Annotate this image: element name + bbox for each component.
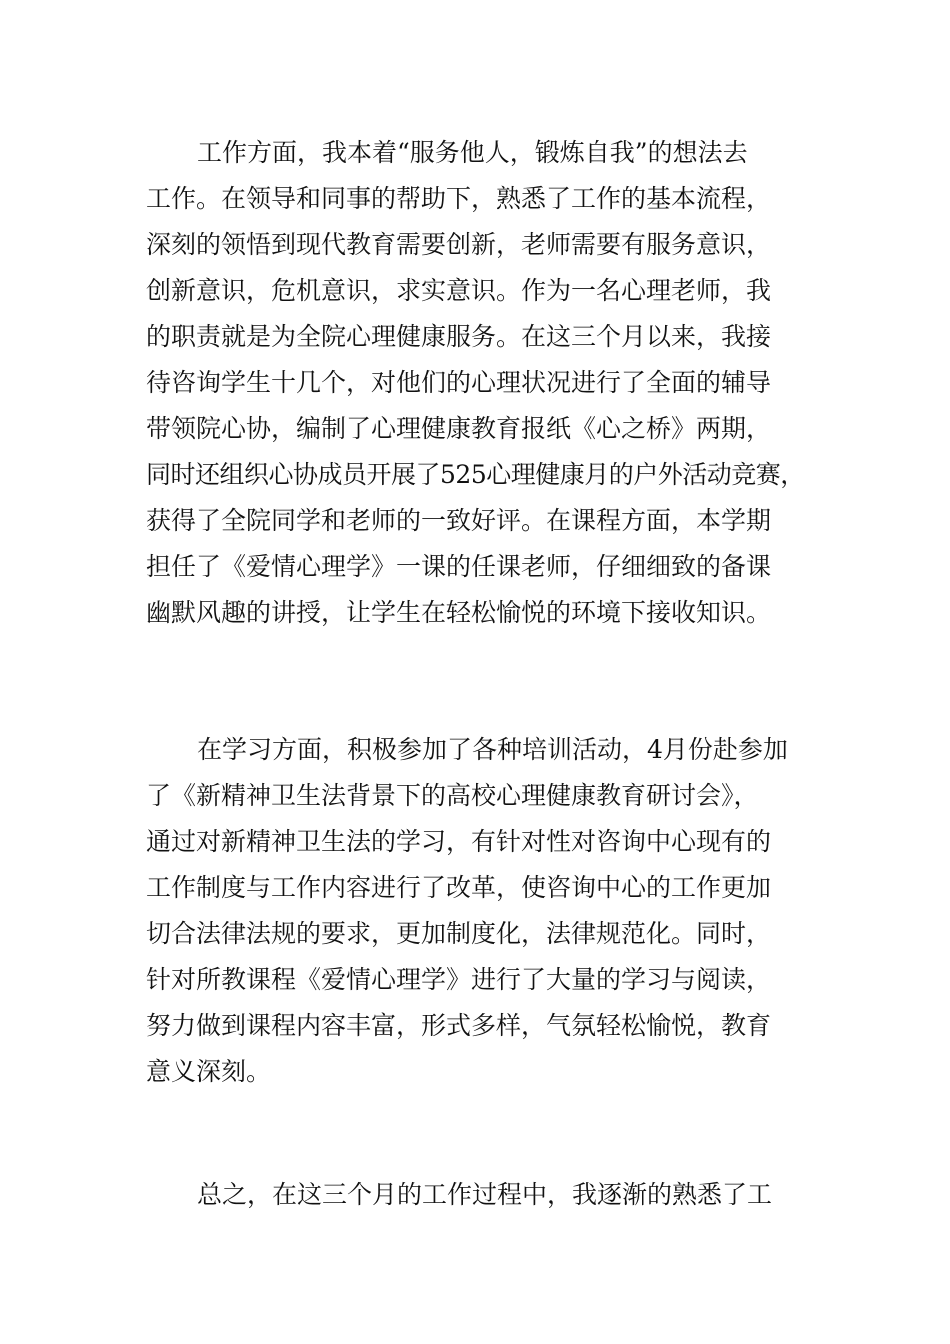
paragraph-line: 创新意识，危机意识，求实意识。作为一名心理老师，我 [146, 276, 772, 305]
paragraph-line: 的职责就是为全院心理健康服务。在这三个月以来，我接 [146, 322, 772, 351]
paragraph-line: 深刻的领悟到现代教育需要创新，老师需要有服务意识， [146, 230, 772, 259]
paragraph-line: 工作。在领导和同事的帮助下，熟悉了工作的基本流程， [146, 184, 772, 213]
paragraph-line: 在学习方面，积极参加了各种培训活动，4月份赴参加 [197, 735, 788, 764]
paragraph-line: 担任了《爱情心理学》一课的任课老师，仔细细致的备课 [146, 552, 772, 581]
paragraph-line: 总之，在这三个月的工作过程中，我逐渐的熟悉了工 [197, 1180, 773, 1209]
paragraph-line: 获得了全院同学和老师的一致好评。在课程方面，本学期 [146, 506, 772, 535]
paragraph-line: 切合法律法规的要求，更加制度化，法律规范化。同时， [146, 919, 772, 948]
paragraph-line: 同时还组织心协成员开展了525心理健康月的户外活动竞赛， [146, 460, 805, 489]
paragraph-line: 幽默风趣的讲授，让学生在轻松愉悦的环境下接收知识。 [146, 598, 772, 627]
paragraph-line: 通过对新精神卫生法的学习，有针对性对咨询中心现有的 [146, 827, 772, 856]
paragraph-line: 带领院心协，编制了心理健康教育报纸《心之桥》两期， [146, 414, 772, 443]
paragraph-line: 待咨询学生十几个，对他们的心理状况进行了全面的辅导 [146, 368, 772, 397]
paragraph-line: 了《新精神卫生法背景下的高校心理健康教育研讨会》， [146, 781, 759, 810]
paragraph-line: 工作制度与工作内容进行了改革，使咨询中心的工作更加 [146, 873, 772, 902]
paragraph-line: 努力做到课程内容丰富，形式多样，气氛轻松愉悦，教育 [146, 1011, 772, 1040]
paragraph-line: 针对所教课程《爱情心理学》进行了大量的学习与阅读， [146, 965, 772, 994]
paragraph-line: 工作方面，我本着“服务他人，锻炼自我”的想法去 [197, 138, 748, 167]
paragraph-line: 意义深刻。 [146, 1057, 272, 1086]
